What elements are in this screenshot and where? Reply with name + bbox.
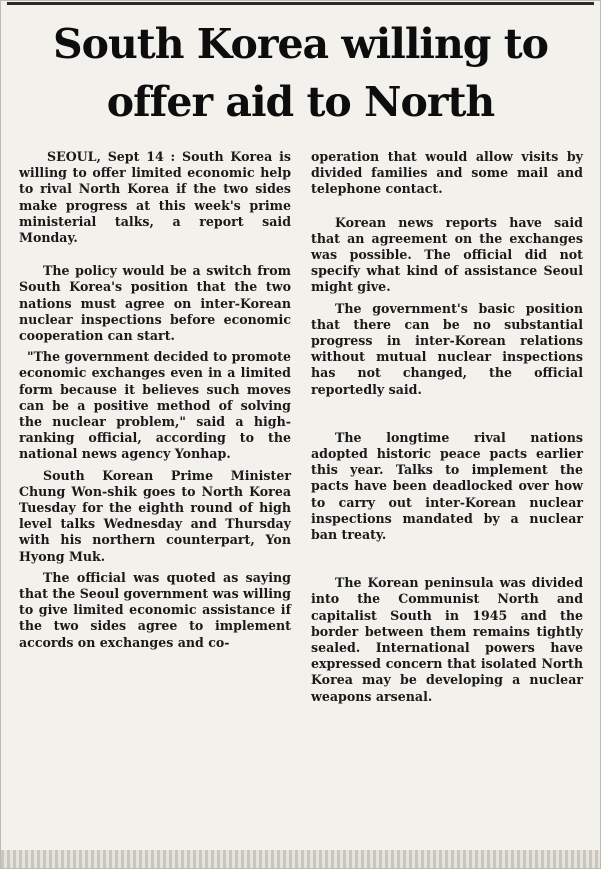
article-column-right — [311, 149, 583, 705]
article-column-left — [19, 149, 291, 651]
paragraph: The Korean peninsula was divided into the Communist North and capitalist South in 1945 and the border between them remains tightly sealed. International powers have expressed concern that isolated North Korea may be developing a nuclear weapons arsenal. — [311, 575, 583, 704]
paragraph: Korean news reports have said that an agreement on the exchanges was possible. The official did not specify what kind of assistance Seoul might give. — [311, 214, 583, 295]
paragraph: The government's basic position that there can be no substantial progress in inter-Korean relations without mutual nuclear inspections has not changed, the official reportedly said. — [311, 300, 583, 397]
paragraph: South Korean Prime Minister Chung Won-shik goes to North Korea Tuesday for the eighth round of high level talks Wednesday and Thursday with his northern counterpart, Yon Hyong Muk. — [19, 467, 291, 564]
paragraph-quote: "The government decided to promote economic exchanges even in a limited form because it believes such moves can be a positive method of solving the nuclear problem," said a high-ranking official, according to the national news agency Yonhap. — [19, 349, 291, 462]
paragraph-dateline: SEOUL, Sept 14 : South Korea is willing to offer limited economic help to rival North Korea if the two sides make progress at this week's prime ministerial talks, a report said Monday. — [19, 149, 291, 246]
paragraph: The policy would be a switch from South Korea's position that the two nations must agree on inter-Korean nuclear inspections before economic cooperation can start. — [19, 263, 291, 344]
headline: South Korea willing to offer aid to North — [52, 20, 549, 126]
paragraph-continued: operation that would allow visits by divided families and some mail and telephone contact. — [311, 149, 583, 197]
paragraph: The official was quoted as saying that the Seoul government was willing to give limited economic assistance if the two sides agree to implement accords on exchanges and co- — [19, 569, 291, 650]
bottom-edge-scan-noise — [1, 850, 600, 868]
top-rule — [7, 2, 594, 5]
paragraph: The longtime rival nations adopted historic peace pacts earlier this year. Talks to implement the pacts have been deadlocked over how to carry out inter-Korean nuclear inspections mandated by a nuclear ban treaty. — [311, 429, 583, 543]
